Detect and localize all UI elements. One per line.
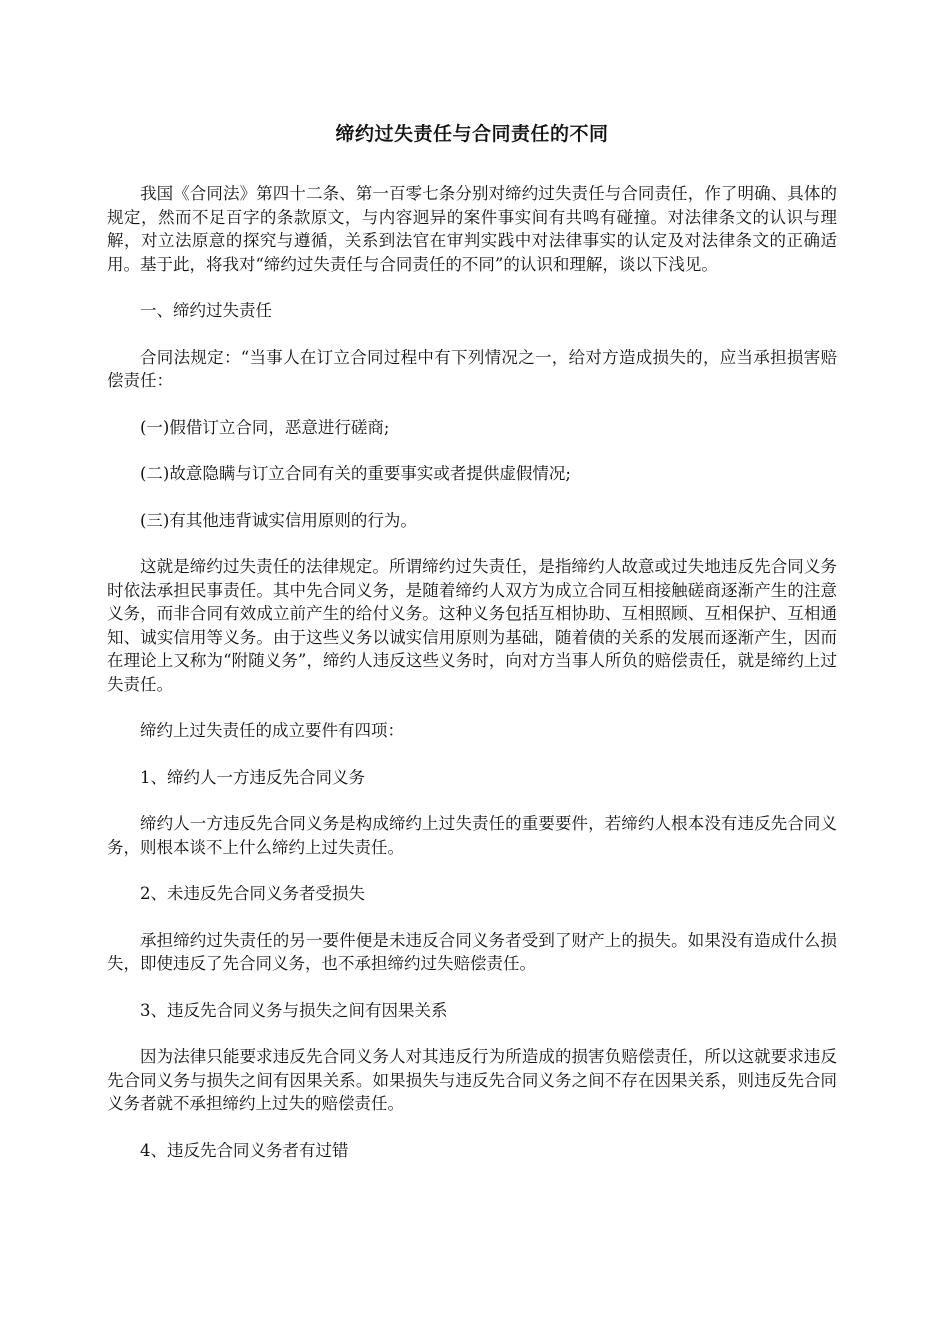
law-quote-paragraph: 合同法规定：“当事人在订立合同过程中有下列情况之一，给对方造成损失的，应当承担损害赔偿责任： <box>107 347 837 390</box>
law-item-2: (二)故意隐瞒与订立合同有关的重要事实或者提供虚假情况; <box>140 464 571 483</box>
element-heading-3: 3、违反先合同义务与损失之间有因果关系 <box>140 1000 448 1020</box>
document-title: 缔约过失责任与合同责任的不同 <box>335 123 609 145</box>
element-heading-2: 2、未违反先合同义务者受损失 <box>140 884 365 903</box>
element-heading-1: 1、缔约人一方违反先合同义务 <box>140 767 365 787</box>
element-paragraph-1: 缔约人一方违反先合同义务是构成缔约上过失责任的重要要件，若缔约人根本没有违反先合同义务，则根本谈不上什么缔约上过失责任。 <box>107 814 837 857</box>
element-heading-4: 4、违反先合同义务者有过错 <box>140 1140 349 1160</box>
elements-intro: 缔约上过失责任的成立要件有四项： <box>140 721 404 740</box>
law-item-1: (一)假借订立合同，恶意进行磋商; <box>140 417 390 437</box>
intro-paragraph: 我国《合同法》第四十二条、第一百零七条分别对缔约过失责任与合同责任，作了明确、具体的规定，然而不足百字的条款原文，与内容迥异的案件事实间有共鸣有碰撞。对法律条文的认识与理解，对立法原意的探究与遵循，关系到法官在审判实践中对法律事实的认定及对法律条文的正确适用。基于此，将我对“缔约过失责任与合同责任的不同”的认识和理解，谈以下浅见。 <box>107 184 837 274</box>
section-heading-1: 一、缔约过失责任 <box>140 301 272 320</box>
element-paragraph-2: 承担缔约过失责任的另一要件便是未违反合同义务者受到了财产上的损失。如果没有造成什么损失，即使违反了先合同义务，也不承担缔约过失赔偿责任。 <box>107 930 837 973</box>
definition-paragraph: 这就是缔约过失责任的法律规定。所谓缔约过失责任，是指缔约人故意或过失地违反先合同义务时依法承担民事责任。其中先合同义务，是随着缔约人双方为成立合同互相接触磋商逐渐产生的注意义务，而非合同有效成立前产生的给付义务。这种义务包括互相协助、互相照顾、互相保护、互相通知、诚实信用等义务。由于这些义务以诚实信用原则为基础，随着债的关系的发展而逐渐产生，因而在理论上又称为“附随义务”，缔约人违反这些义务时，向对方当事人所负的赔偿责任，就是缔约上过失责任。 <box>107 557 837 694</box>
element-paragraph-3: 因为法律只能要求违反先合同义务人对其违反行为所造成的损害负赔偿责任，所以这就要求违反先合同义务与损失之间有因果关系。如果损失与违反先合同义务之间不存在因果关系，则违反先合同义务者就不承担缔约上过失的赔偿责任。 <box>107 1047 837 1113</box>
law-item-3: (三)有其他违背诚实信用原则的行为。 <box>140 510 417 530</box>
document-page <box>107 120 837 1185</box>
